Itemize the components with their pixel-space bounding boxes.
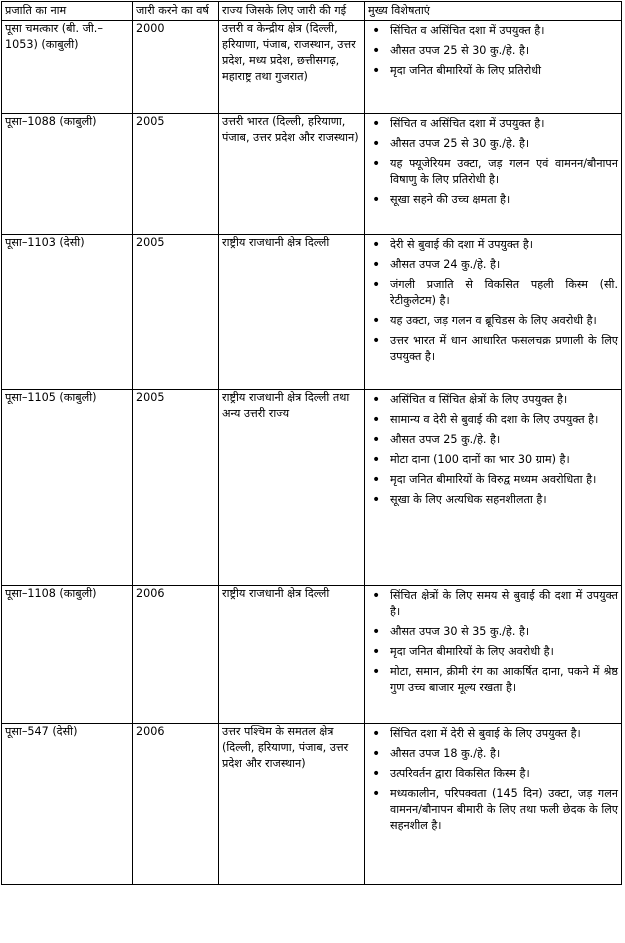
feature-item: • सिंचित दशा में देरी से बुवाई के लिए उपयुक्त है। <box>368 726 618 742</box>
table-row <box>2 114 622 235</box>
feature-item: • देरी से बुवाई की दशा में उपयुक्त है। <box>368 237 618 253</box>
released-for-states-cell: उत्तर पश्चिम के समतल क्षेत्र (दिल्ली, हरियाणा, पंजाब, उत्तर प्रदेश और राजस्थान) <box>219 724 365 885</box>
features-list <box>368 588 618 696</box>
feature-item: • औसत उपज 25 से 30 कु./हे. है। <box>368 136 618 152</box>
features-cell <box>365 235 622 390</box>
feature-item: • जंगली प्रजाति से विकसित पहली किस्म (सी. रेटीकुलेटम) है। <box>368 277 618 309</box>
feature-item: • सिंचित व असिंचित दशा में उपयुक्त है। <box>368 23 618 39</box>
header-variety-name: प्रजाति का नाम <box>2 2 133 21</box>
release-year-cell: 2005 <box>133 390 219 586</box>
variety-name-cell: पूसा–1108 (काबुली) <box>2 586 133 724</box>
features-list <box>368 392 618 508</box>
features-cell <box>365 724 622 885</box>
release-year-cell: 2005 <box>133 235 219 390</box>
feature-item: • मोटा, समान, क्रीमी रंग का आकर्षित दाना, पकने में श्रेष्ठ गुण उच्च बाजार मूल्य रखता है। <box>368 664 618 696</box>
features-list <box>368 237 618 365</box>
released-for-states-cell: राष्ट्रीय राजधानी क्षेत्र दिल्ली <box>219 586 365 724</box>
feature-item: • सूखा के लिए अत्यधिक सहनशीलता है। <box>368 492 618 508</box>
feature-item: • यह उक्टा, जड़ गलन व ब्रूचिडस के लिए अवरोधी है। <box>368 313 618 329</box>
feature-item: • सूखा सहने की उच्च क्षमता है। <box>368 192 618 208</box>
table-row <box>2 21 622 114</box>
feature-item: • औसत उपज 30 से 35 कु./हे. है। <box>368 624 618 640</box>
feature-item: • सामान्य व देरी से बुवाई की दशा के लिए उपयुक्त है। <box>368 412 618 428</box>
feature-item: • असिंचित व सिंचित क्षेत्रों के लिए उपयुक्त है। <box>368 392 618 408</box>
table-row <box>2 390 622 586</box>
feature-item: • औसत उपज 18 कु./हे. है। <box>368 746 618 762</box>
features-cell <box>365 390 622 586</box>
feature-item: • मोटा दाना (100 दानों का भार 30 ग्राम) है। <box>368 452 618 468</box>
feature-item: • मृदा जनित बीमारियों के लिए अवरोधी है। <box>368 644 618 660</box>
table-row <box>2 235 622 390</box>
feature-item: • उत्तर भारत में धान आधारित फसलचक्र प्रणाली के लिए उपयुक्त है। <box>368 333 618 365</box>
table-row <box>2 724 622 885</box>
release-year-cell: 2006 <box>133 586 219 724</box>
feature-item: • मृदा जनित बीमारियों के विरुद्व मध्यम अवरोधिता है। <box>368 472 618 488</box>
variety-name-cell: पूसा–547 (देसी) <box>2 724 133 885</box>
features-list <box>368 726 618 834</box>
features-cell <box>365 21 622 114</box>
feature-item: • औसत उपज 24 कु./हे. है। <box>368 257 618 273</box>
header-main-features: मुख्य विशेषताएं <box>365 2 622 21</box>
released-for-states-cell: उत्तरी व केन्द्रीय क्षेत्र (दिल्ली, हरियाणा, पंजाब, राजस्थान, उत्तर प्रदेश, मध्य प्रदेश, छत्तीसगढ़, महाराष्ट्र तथा गुजरात) <box>219 21 365 114</box>
feature-item: • मृदा जनित बीमारियों के लिए प्रतिरोधी <box>368 63 618 79</box>
release-year-cell: 2006 <box>133 724 219 885</box>
release-year-cell: 2000 <box>133 21 219 114</box>
variety-table <box>1 1 622 885</box>
feature-item: • औसत उपज 25 कु./हे. है। <box>368 432 618 448</box>
variety-name-cell: पूसा–1088 (काबुली) <box>2 114 133 235</box>
feature-item: • सिंचित व असिंचित दशा में उपयुक्त है। <box>368 116 618 132</box>
table-header-row <box>2 2 622 21</box>
features-list <box>368 23 618 79</box>
header-released-for-states: राज्य जिसके लिए जारी की गई <box>219 2 365 21</box>
variety-name-cell: पूसा–1103 (देसी) <box>2 235 133 390</box>
feature-item: • औसत उपज 25 से 30 कु./हे. है। <box>368 43 618 59</box>
feature-item: • मध्यकालीन, परिपक्वता (145 दिन) उक्टा, जड़ गलन वामनन/बौनापन बीमारी के लिए तथा फली छेदक के लिए सहनशील है। <box>368 786 618 834</box>
released-for-states-cell: राष्ट्रीय राजधानी क्षेत्र दिल्ली <box>219 235 365 390</box>
release-year-cell: 2005 <box>133 114 219 235</box>
features-list <box>368 116 618 208</box>
variety-name-cell: पूसा–1105 (काबुली) <box>2 390 133 586</box>
table-row <box>2 586 622 724</box>
feature-item: • उत्परिवर्तन द्वारा विकसित किस्म है। <box>368 766 618 782</box>
features-cell <box>365 114 622 235</box>
variety-name-cell: पूसा चमत्कार (बी. जी.–1053) (काबुली) <box>2 21 133 114</box>
features-cell <box>365 586 622 724</box>
feature-item: • यह फ्यूजेरियम उक्टा, जड़ गलन एवं वामनन/बौनापन विषाणु के लिए प्रतिरोधी है। <box>368 156 618 188</box>
released-for-states-cell: उत्तरी भारत (दिल्ली, हरियाणा, पंजाब, उत्तर प्रदेश और राजस्थान) <box>219 114 365 235</box>
header-release-year: जारी करने का वर्ष <box>133 2 219 21</box>
released-for-states-cell: राष्ट्रीय राजधानी क्षेत्र दिल्ली तथा अन्य उत्तरी राज्य <box>219 390 365 586</box>
feature-item: • सिंचित क्षेत्रों के लिए समय से बुवाई की दशा में उपयुक्त है। <box>368 588 618 620</box>
